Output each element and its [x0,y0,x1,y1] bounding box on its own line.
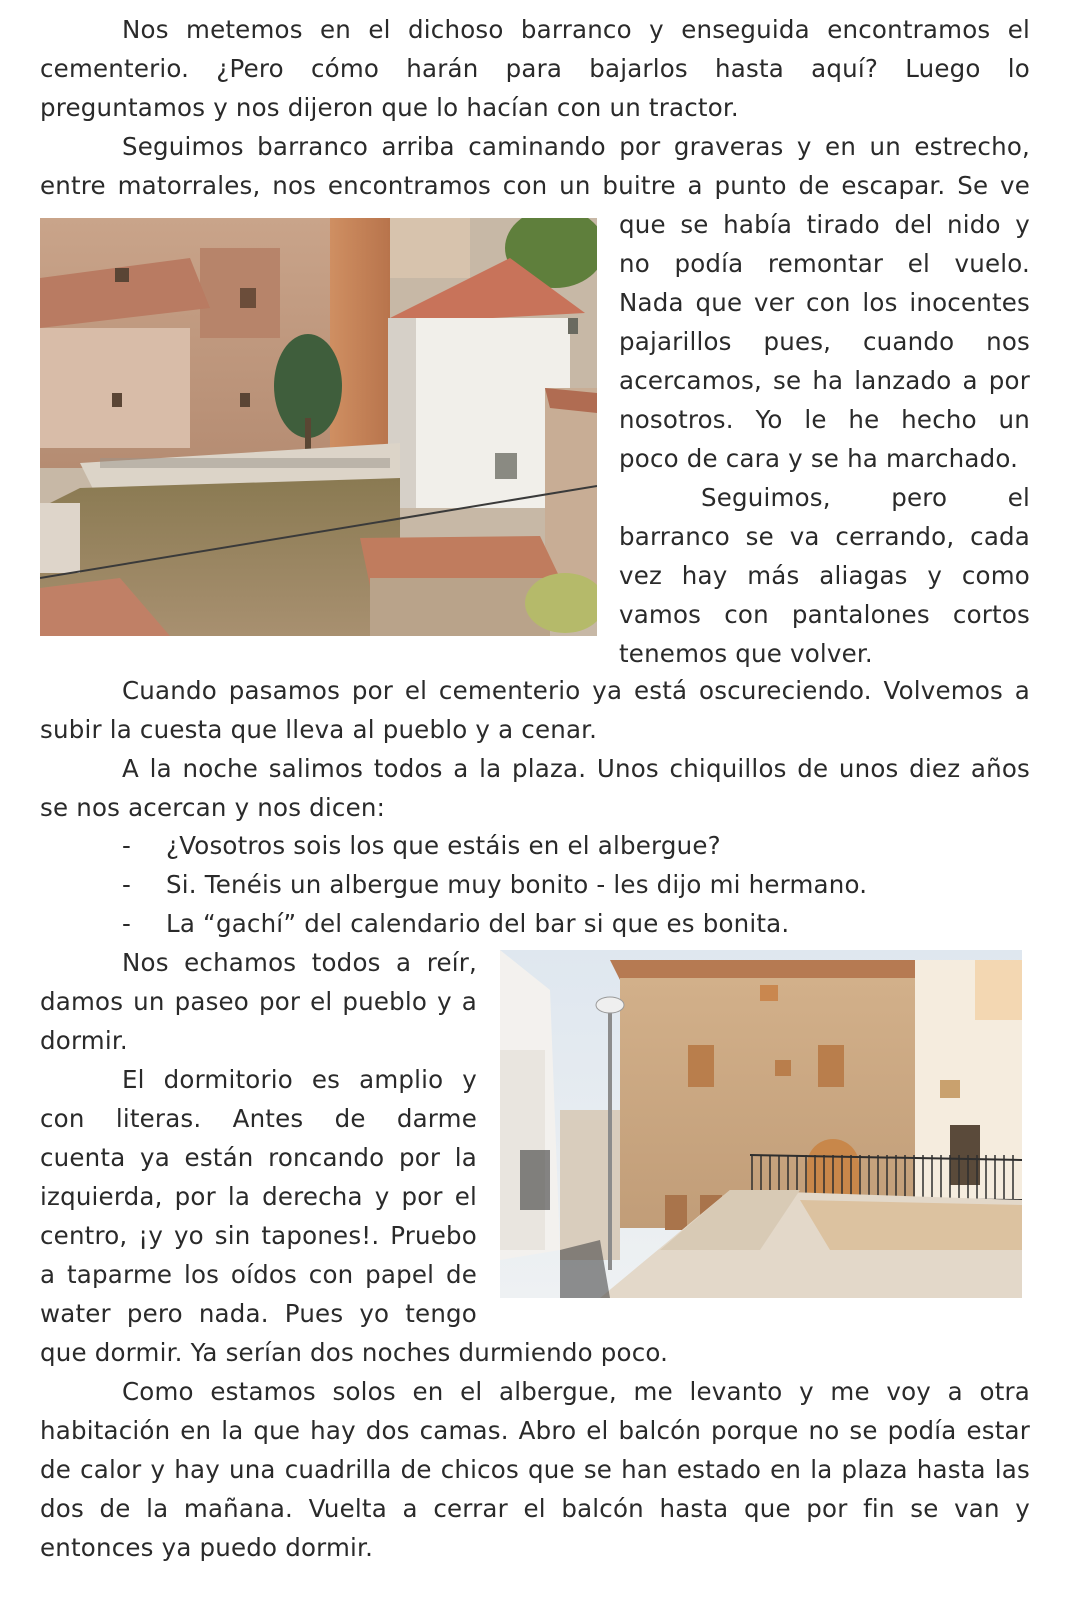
text-line: poco de cara y se ha marchado. [619,444,1019,473]
text-line: subir la cuesta que lleva al pueblo y a cenar. [40,715,598,744]
text-line: acercamos, se ha lanzado a por [619,366,1030,395]
text-line: centro, ¡y yo sin tapones!. Pruebo [40,1221,477,1250]
text-line: Nada que ver con los inocentes [619,288,1030,317]
dialogue-dash: - [122,831,132,860]
text-line: Nos echamos todos a reír, [122,948,477,977]
text-line: El dormitorio es amplio y [122,1065,477,1094]
text-line: Como estamos solos en el albergue, me levanto y me voy a otra [122,1377,1030,1406]
text-line: dos de la mañana. Vuelta a cerrar el balcón hasta que por fin se van y [40,1494,1030,1523]
text-line: cuenta ya están roncando por la [40,1143,477,1172]
text-line: entonces ya puedo dormir. [40,1533,374,1562]
text-line: no podía remontar el vuelo. [619,249,1030,278]
dialogue-text: Si. Tenéis un albergue muy bonito - les dijo mi hermano. [166,870,868,899]
text-line: pajarillos pues, cuando nos [619,327,1030,356]
text-line: vez hay más aliagas y como [619,561,1030,590]
text-line: damos un paseo por el pueblo y a [40,987,477,1016]
dialogue-text: La “gachí” del calendario del bar si que es bonita. [166,909,790,938]
dialogue-text: ¿Vosotros sois los que estáis en el albergue? [166,831,721,860]
village-rooftops-church-photo [40,218,597,636]
dialogue-line [40,828,1030,864]
text-line: barranco se va cerrando, cada [619,522,1030,551]
text-line: de calor y hay una cuadrilla de chicos que se han estado en la plaza hasta las [40,1455,1030,1484]
text-line: dormir. [40,1026,128,1055]
text-line: vamos con pantalones cortos [619,600,1030,629]
text-line: que se había tirado del nido y [619,210,1030,239]
dialogue-line [40,867,1030,903]
text-line: water pero nada. Pues yo tengo [40,1299,477,1328]
text-line: que dormir. Ya serían dos noches durmiendo poco. [40,1338,669,1367]
text-line: se nos acercan y nos dicen: [40,793,386,822]
text-line: Seguimos, pero el [701,483,1030,512]
text-line: tenemos que volver. [619,639,873,668]
text-line: habitación en la que hay dos camas. Abro el balcón porque no se podía estar [40,1416,1030,1445]
text-line: Nos metemos en el dichoso barranco y enseguida encontramos el [122,15,1030,44]
text-line: preguntamos y nos dijeron que lo hacían con un tractor. [40,93,739,122]
text-line: cementerio. ¿Pero cómo harán para bajarlos hasta aquí? Luego lo [40,54,1030,83]
text-line: A la noche salimos todos a la plaza. Unos chiquillos de unos diez años [122,754,1030,783]
dialogue-dash: - [122,909,132,938]
dialogue-line [40,906,1030,942]
text-line: con literas. Antes de darme [40,1104,477,1133]
text-line: izquierda, por la derecha y por el [40,1182,477,1211]
text-line: a taparme los oídos con papel de [40,1260,477,1289]
stone-hostel-building-photo [500,950,1022,1298]
text-line: nosotros. Yo le he hecho un [619,405,1030,434]
text-line: Cuando pasamos por el cementerio ya está oscureciendo. Volvemos a [122,676,1030,705]
dialogue-dash: - [122,870,132,899]
text-line: Seguimos barranco arriba caminando por graveras y en un estrecho, [122,132,1030,161]
text-line: entre matorrales, nos encontramos con un buitre a punto de escapar. Se ve [40,171,1030,200]
